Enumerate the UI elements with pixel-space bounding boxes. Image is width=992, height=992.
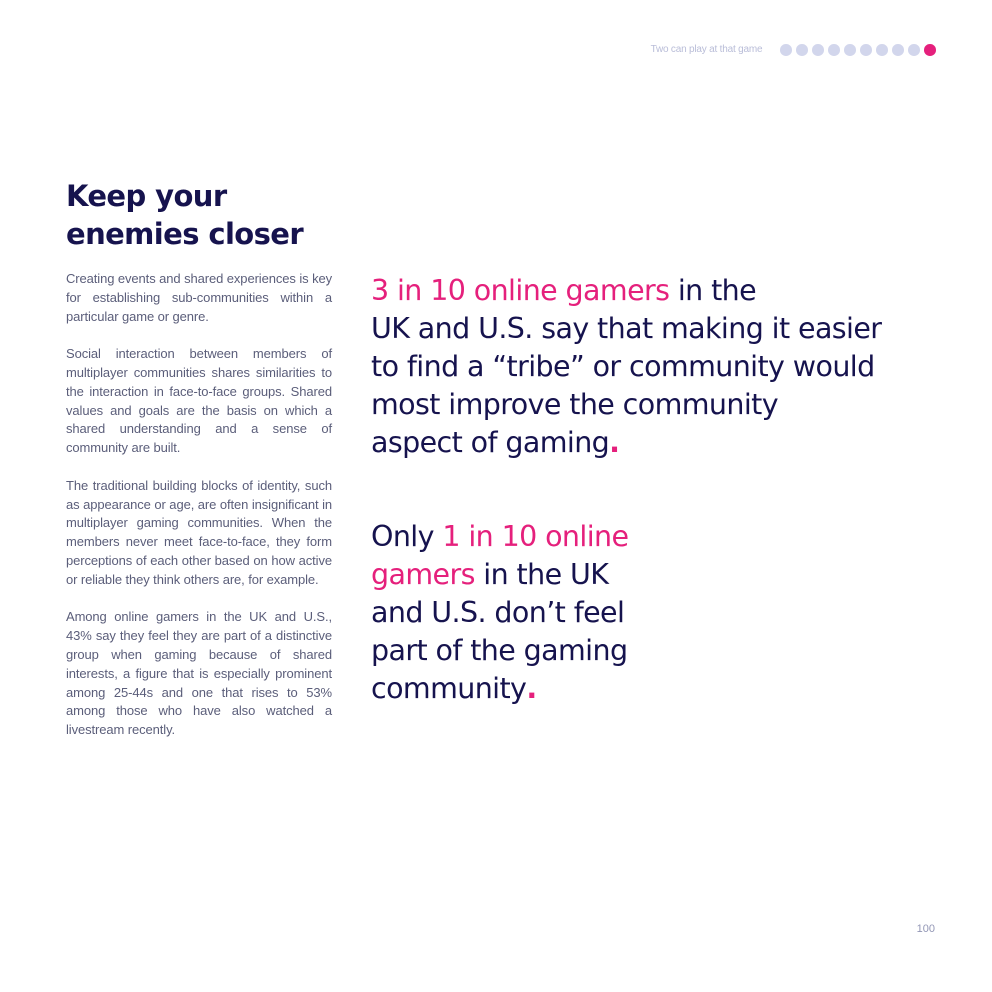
callout-highlight: 3 in 10 online gamers — [371, 274, 670, 307]
progress-dot — [796, 44, 808, 56]
progress-dot-active — [924, 44, 936, 56]
progress-dot — [860, 44, 872, 56]
callout-text: aspect of gaming — [371, 426, 610, 459]
callout-stat-tribe — [371, 272, 881, 462]
callout-text: part of the gaming — [371, 634, 628, 667]
body-paragraph: Among online gamers in the UK and U.S., 43% say they feel they are part of a distinctive group when gaming because of shared interests, a figure that is especially prominent among 25-44s and one that rises to 53% among those who have also watched a livestream recently. — [66, 609, 332, 738]
callout-highlight: 1 in 10 online — [442, 520, 629, 553]
section-title: Two can play at that game — [650, 44, 763, 56]
section-progress-dots — [780, 44, 936, 56]
accent-period: . — [526, 672, 537, 705]
callout-text: and U.S. don’t feel — [371, 596, 625, 629]
progress-dot — [844, 44, 856, 56]
body-paragraph: Social interaction between members of multiplayer communities shares similarities to the interaction in face-to-face groups. Shared values and goals are the basis on which a shared understanding and a sense of community are built. — [66, 346, 332, 456]
callout-highlight: gamers — [371, 558, 475, 591]
progress-dot — [780, 44, 792, 56]
callout-text: in the — [669, 274, 757, 307]
progress-dot — [892, 44, 904, 56]
progress-dot — [812, 44, 824, 56]
body-paragraph: Creating events and shared experiences is key for establishing sub-communities within a particular game or genre. — [66, 271, 332, 324]
body-paragraph: The traditional building blocks of identity, such as appearance or age, are often insignificant in multiplayer gaming communities. When the members never meet face-to-face, they form perceptions of each other based on how active or reliable they think others are, for example. — [66, 477, 332, 587]
body-text — [66, 270, 332, 759]
callout-stat-belonging — [371, 518, 628, 708]
callout-text: Only — [371, 520, 443, 553]
heading-line-2: enemies closer — [66, 217, 304, 251]
progress-dot — [828, 44, 840, 56]
progress-dot — [876, 44, 888, 56]
callout-text: in the UK — [474, 558, 609, 591]
callout-text: to find a “tribe” or community would — [371, 350, 875, 383]
page-header — [651, 44, 936, 56]
heading-line-1: Keep your — [66, 179, 227, 213]
accent-period: . — [609, 426, 620, 459]
callout-text: community — [371, 672, 527, 705]
page-number: 100 — [916, 923, 935, 935]
page-heading — [66, 177, 346, 253]
callout-text: most improve the community — [371, 388, 778, 421]
progress-dot — [908, 44, 920, 56]
callout-text: UK and U.S. say that making it easier — [371, 312, 882, 345]
